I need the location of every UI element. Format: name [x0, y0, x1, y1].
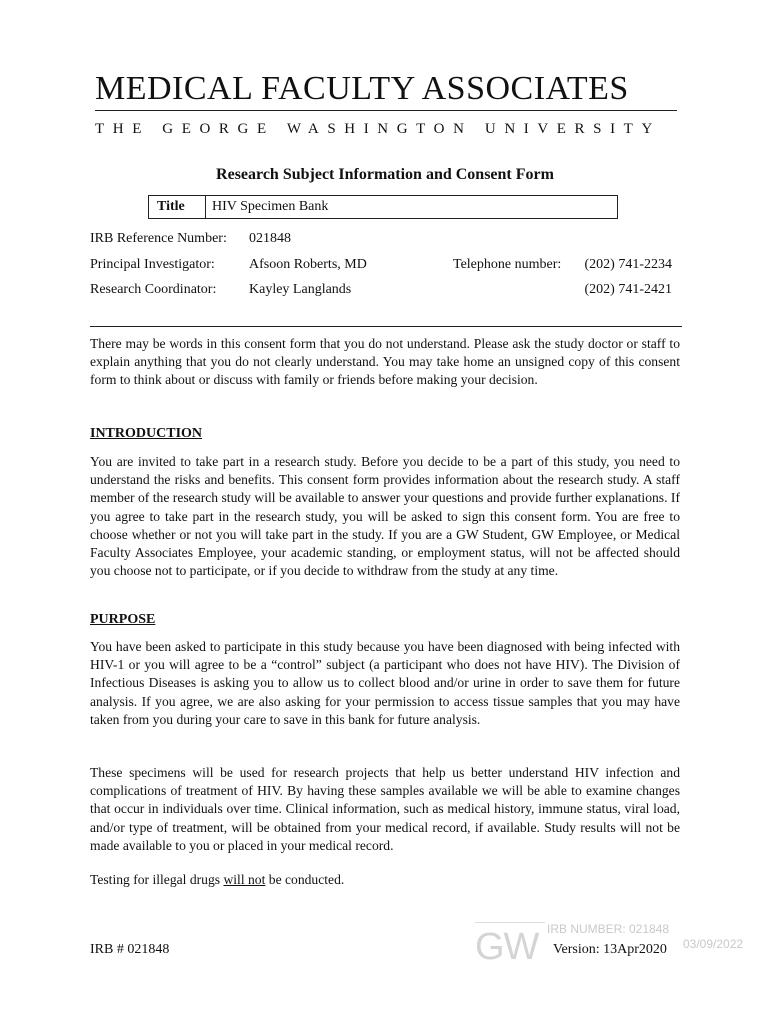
- drug-text-underlined: will not: [223, 872, 266, 887]
- purpose-heading: PURPOSE: [90, 612, 156, 627]
- form-title: Research Subject Information and Consent Form: [216, 166, 554, 183]
- irb-reference-label: IRB Reference Number:: [90, 231, 227, 246]
- introduction-heading: INTRODUCTION: [90, 426, 203, 441]
- footer-version: Version: 13Apr2020: [553, 942, 667, 957]
- intro-paragraph: There may be words in this consent form that you do not understand. Please ask the study doctor or staff to explain anything that you do not clearly understand. You may take home an unsigned copy of this consent form to think about or discuss with family or friends before making your decision.: [90, 336, 680, 388]
- telephone-value-2: (202) 741-2421: [584, 282, 672, 297]
- telephone-value-1: (202) 741-2234: [584, 257, 672, 272]
- drug-text-after: be conducted.: [265, 872, 345, 887]
- footer-irb-number: IRB # 021848: [90, 942, 170, 957]
- section-divider: [90, 326, 682, 327]
- organization-name: MEDICAL FACULTY ASSOCIATES: [95, 70, 629, 107]
- study-title-value: HIV Specimen Bank: [212, 199, 329, 214]
- drug-text-before: Testing for illegal drugs: [90, 872, 224, 887]
- watermark-irb-number: IRB NUMBER: 021848: [547, 922, 670, 936]
- introduction-paragraph: You are invited to take part in a research study. Before you decide to be a part of this study, you need to understand the risks and benefits. This consent form provides information about the research study. A staff member of the research study will be available to answer your questions and provide further explanations. If you agree to take part in the research study, you will be asked to sign this consent form. You are free to choose whether or not you will take part in the study. If you are a GW Student, GW Employee, or Medical Faculty Associates Employee, your academic standing, or employment status, will not be affected should you choose not to participate, or if you decide to withdraw from the study at any time.: [90, 454, 680, 579]
- research-coordinator-value: Kayley Langlands: [249, 282, 352, 297]
- study-title-box: [148, 195, 618, 219]
- drug-testing-statement: [90, 871, 680, 889]
- research-coordinator-label: Research Coordinator:: [90, 282, 217, 297]
- purpose-paragraph-2: These specimens will be used for research projects that help us better understand HIV infection and complications of treatment of HIV. By having these samples available we will be able to examine changes that occur in individuals over time. Clinical information, such as medical history, immune status, viral load, and/or type of treatment, will be obtained from your medical record, if available. Study results will not be made available to you or placed in your medical record.: [90, 765, 680, 853]
- study-title-label: Title: [149, 196, 206, 218]
- principal-investigator-value: Afsoon Roberts, MD: [249, 257, 367, 272]
- gw-watermark-logo: GW: [475, 926, 539, 968]
- watermark-approval-date: 03/09/2022: [683, 937, 744, 951]
- principal-investigator-label: Principal Investigator:: [90, 257, 215, 272]
- telephone-label: Telephone number:: [453, 257, 562, 272]
- watermark-divider: [475, 922, 545, 923]
- purpose-paragraph-1: You have been asked to participate in this study because you have been diagnosed with being infected with HIV-1 or you will agree to be a “control” subject (a participant who does not have HIV). The Division of Infectious Diseases is asking you to allow us to collect blood and/or urine in order to save them for future analysis. If you agree, we are also asking for your permission to access tissue samples that you may have taken from you during your care to save in this bank for future analysis.: [90, 639, 680, 727]
- header-divider: [95, 110, 677, 111]
- university-name: THE GEORGE WASHINGTON UNIVERSITY: [95, 121, 661, 137]
- irb-reference-value: 021848: [249, 231, 291, 246]
